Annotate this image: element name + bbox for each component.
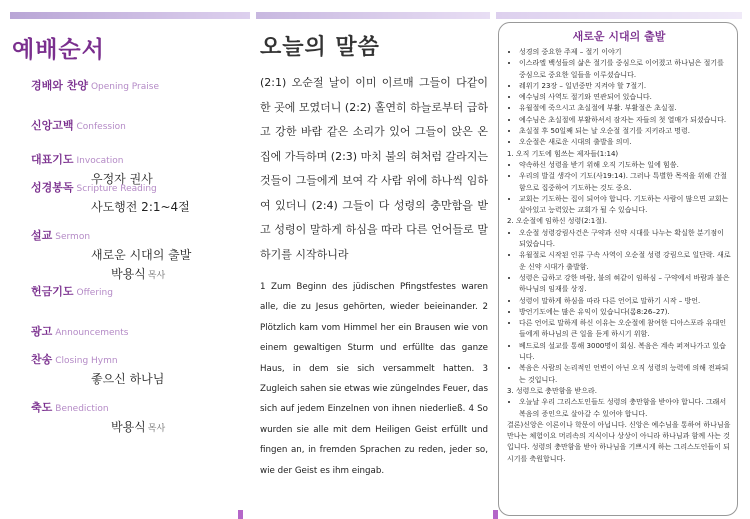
section-2-list: [507, 228, 731, 386]
worship-order-item: [31, 114, 250, 148]
intro-list: [507, 47, 731, 149]
outline-bullet: • 유월절에 죽으시고 초실절에 부활. 부활절은 초실절.: [519, 103, 731, 114]
korean-scripture: (2:1) 오순절 날이 이미 이르매 그들이 다같이 한 곳에 모였더니 (2:2) 홀연히 하늘로부터 급하고 강한 바람 같은 소리가 있어 그들이 앉은 온 집에 가득하며 (2:3) 마치 불의 혀처럼 갈라지는 것들이 그들에게 보여 각 사람 위에 하나씩 임하여 있더니 (2:4) 그들이 다 성령의 충만함을 받고 성령이 말하게 하심을 따라 다른 언어들로 말하기를 시작하니라: [260, 76, 488, 261]
outline-bullet: • 성경의 중요한 주제 – 절기 이야기: [519, 47, 731, 58]
order-item-detail: 박용식 목사: [111, 420, 166, 434]
outline-bullet: • 복음은 사람의 논리적인 언변이 아닌 오직 성령의 능력에 의해 전파되는 것입니다.: [519, 363, 731, 386]
order-item-korean: 찬송: [31, 353, 53, 366]
outline-bullet: • 우리의 발걸 생각이 기도(사19:14). 그러나 특별한 목적을 위해 간절함으로 집중하여 기도하는 것도 중요.: [519, 171, 731, 194]
scripture-title: 오늘의 말씀: [260, 35, 380, 60]
worship-order-item: [31, 148, 250, 186]
outline-bullet: • 예수님은 초실절에 부활하셔서 잠자는 자들의 첫 열매가 되셨습니다.: [519, 115, 731, 126]
header-bar-right: [496, 12, 742, 19]
worship-order-title: 예배순서: [12, 37, 105, 63]
section-1-heading: 1. 오직 기도에 힘쓰는 제자들(1:14): [507, 149, 619, 158]
outline-bullet: • 오순절은 새로운 시대의 출발을 의미.: [519, 137, 731, 148]
outline-bullet: • 이스라엘 백성들의 삶은 절기를 중심으로 이어졌고 하나님은 절기를 중심으로 중요한 일들을 이루셨습니다.: [519, 58, 731, 81]
order-item-english: Sermon: [55, 232, 91, 242]
order-item-detail: 새로운 시대의 출발: [91, 248, 192, 262]
outline-bullet: • 베드로의 설교를 통해 3000명이 회심. 복음은 계속 퍼져나가고 있습니다.: [519, 341, 731, 364]
section-3-list: [507, 397, 731, 420]
sermon-outline-box: [498, 22, 738, 516]
header-bar-left: [10, 12, 250, 19]
order-item-preacher: 박용식 목사: [111, 267, 166, 281]
outline-bullet: • 방언기도에는 많은 유익이 있습니다(롬8:26–27).: [519, 307, 731, 318]
worship-order-item: [31, 74, 250, 114]
footer-marker-right: [493, 510, 498, 519]
order-item-english: Confession: [76, 122, 126, 132]
outline-bullet: • 레위기 23장 – 일년중만 지켜야 할 7절기.: [519, 81, 731, 92]
order-item-detail: 우정자 권사: [91, 172, 153, 186]
outline-bullet: • 성령이 말하게 하심을 따라 다른 언어로 말하기 시작 – 방언.: [519, 296, 731, 307]
worship-order-list: [10, 74, 250, 452]
outline-bullet: • 교회는 기도하는 집이 되어야 합니다. 기도하는 사람이 많으면 교회는 살아있고 능력있는 교회가 될 수 있습니다.: [519, 194, 731, 217]
outline-bullet: • 유월절로 시작된 인류 구속 사역이 오순절 성령 강림으로 일단락. 새로운 신약 시대가 출발함.: [519, 250, 731, 273]
footer-marker-left: [238, 510, 243, 519]
outline-bullet: • 초실절 후 50일째 되는 날 오순절 절기를 지키라고 명령.: [519, 126, 731, 137]
order-item-english: Offering: [76, 288, 113, 298]
worship-order-item: [31, 396, 250, 452]
order-item-english: Closing Hymn: [55, 356, 118, 366]
order-item-korean: 설교: [31, 229, 53, 242]
worship-order-item: [31, 348, 250, 396]
worship-order-column: [10, 28, 250, 452]
order-item-korean: 광고: [31, 325, 53, 338]
order-item-korean: 축도: [31, 401, 53, 414]
order-item-english: Scripture Reading: [76, 184, 157, 194]
order-item-english: Benediction: [55, 404, 109, 414]
worship-order-item: [31, 176, 250, 224]
scripture-column: [260, 28, 488, 481]
order-item-english: Invocation: [76, 156, 124, 166]
outline-bullet: • 다른 언어로 말하게 하신 이유는 오순절에 참여한 디아스포라 유대인들에게 하나님의 큰 일을 듣게 하시기 위함.: [519, 318, 731, 341]
worship-order-item: [31, 280, 250, 320]
outline-bullet: • 예수님의 사역도 절기와 연관되어 있습니다.: [519, 92, 731, 103]
order-item-english: Announcements: [55, 328, 129, 338]
worship-order-item: [31, 320, 250, 348]
worship-order-item: [31, 224, 250, 280]
sermon-outline-title: 새로운 시대의 출발: [572, 30, 666, 43]
german-scripture: 1 Zum Beginn des jüdischen Pfingstfestes waren alle, die zu Jesus gehörten, wieder beieinander. 2 Plötzlich kam vom Himmel her ein Brausen wie von einem gewaltigen Sturm und erfüllte das ganze Haus, in dem sie sich versammelt hatten. 3 Zugleich sahen sie etwas wie züngelndes Feuer, das sich auf jedem Einzelnen von ihnen niederließ. 4 So wurden sie alle mit dem Heiligen Geist erfüllt und fingen an, in fremden Sprachen zu reden, jeder so, wie der Geist es ihm eingab.: [260, 282, 488, 476]
order-item-korean: 대표기도: [31, 153, 74, 166]
section-2-heading: 2. 오순절에 임하신 성령(2:1절).: [507, 217, 607, 226]
section-1-list: [507, 160, 731, 216]
conclusion: 결론)신앙은 이론이나 학문이 아닙니다. 신앙은 예수님을 통하여 하나님을 만나는 체험이요 머리속의 지식이나 상상이 아니라 하나님과 함께 사는 것입니다. 성령의 충만함을 받아 하나님을 기쁘시게 하는 그리스도인들이 되시기를 축원합니다.: [507, 420, 731, 463]
order-item-detail: 좋으신 하나님: [91, 372, 165, 386]
order-item-detail: 사도행전 2:1~4절: [91, 200, 190, 214]
outline-bullet: • 약속하신 성령을 받기 위해 오직 기도하는 일에 힘씀.: [519, 160, 731, 171]
outline-bullet: • 오늘날 우리 그리스도인들도 성령의 충만함을 받아야 합니다. 그래서 복음의 증인으로 살아갈 수 있어야 합니다.: [519, 397, 731, 420]
outline-bullet: • 성령은 급하고 강한 바람, 불의 혀같이 임하심 – 구약에서 바람과 불은 하나님의 임재를 상징.: [519, 273, 731, 296]
order-item-korean: 성경봉독: [31, 181, 74, 194]
order-item-korean: 경배와 찬양: [31, 79, 88, 92]
order-item-english: Opening Praise: [90, 82, 159, 92]
order-item-korean: 신앙고백: [31, 119, 74, 132]
outline-bullet: • 오순절 성령강림사건은 구약과 신약 시대를 나누는 확실한 분기점이 되었습니다.: [519, 228, 731, 251]
order-item-korean: 헌금기도: [31, 285, 74, 298]
header-bar-middle: [256, 12, 490, 19]
section-3-heading: 3. 성령으로 충만함을 받으라.: [507, 386, 597, 395]
